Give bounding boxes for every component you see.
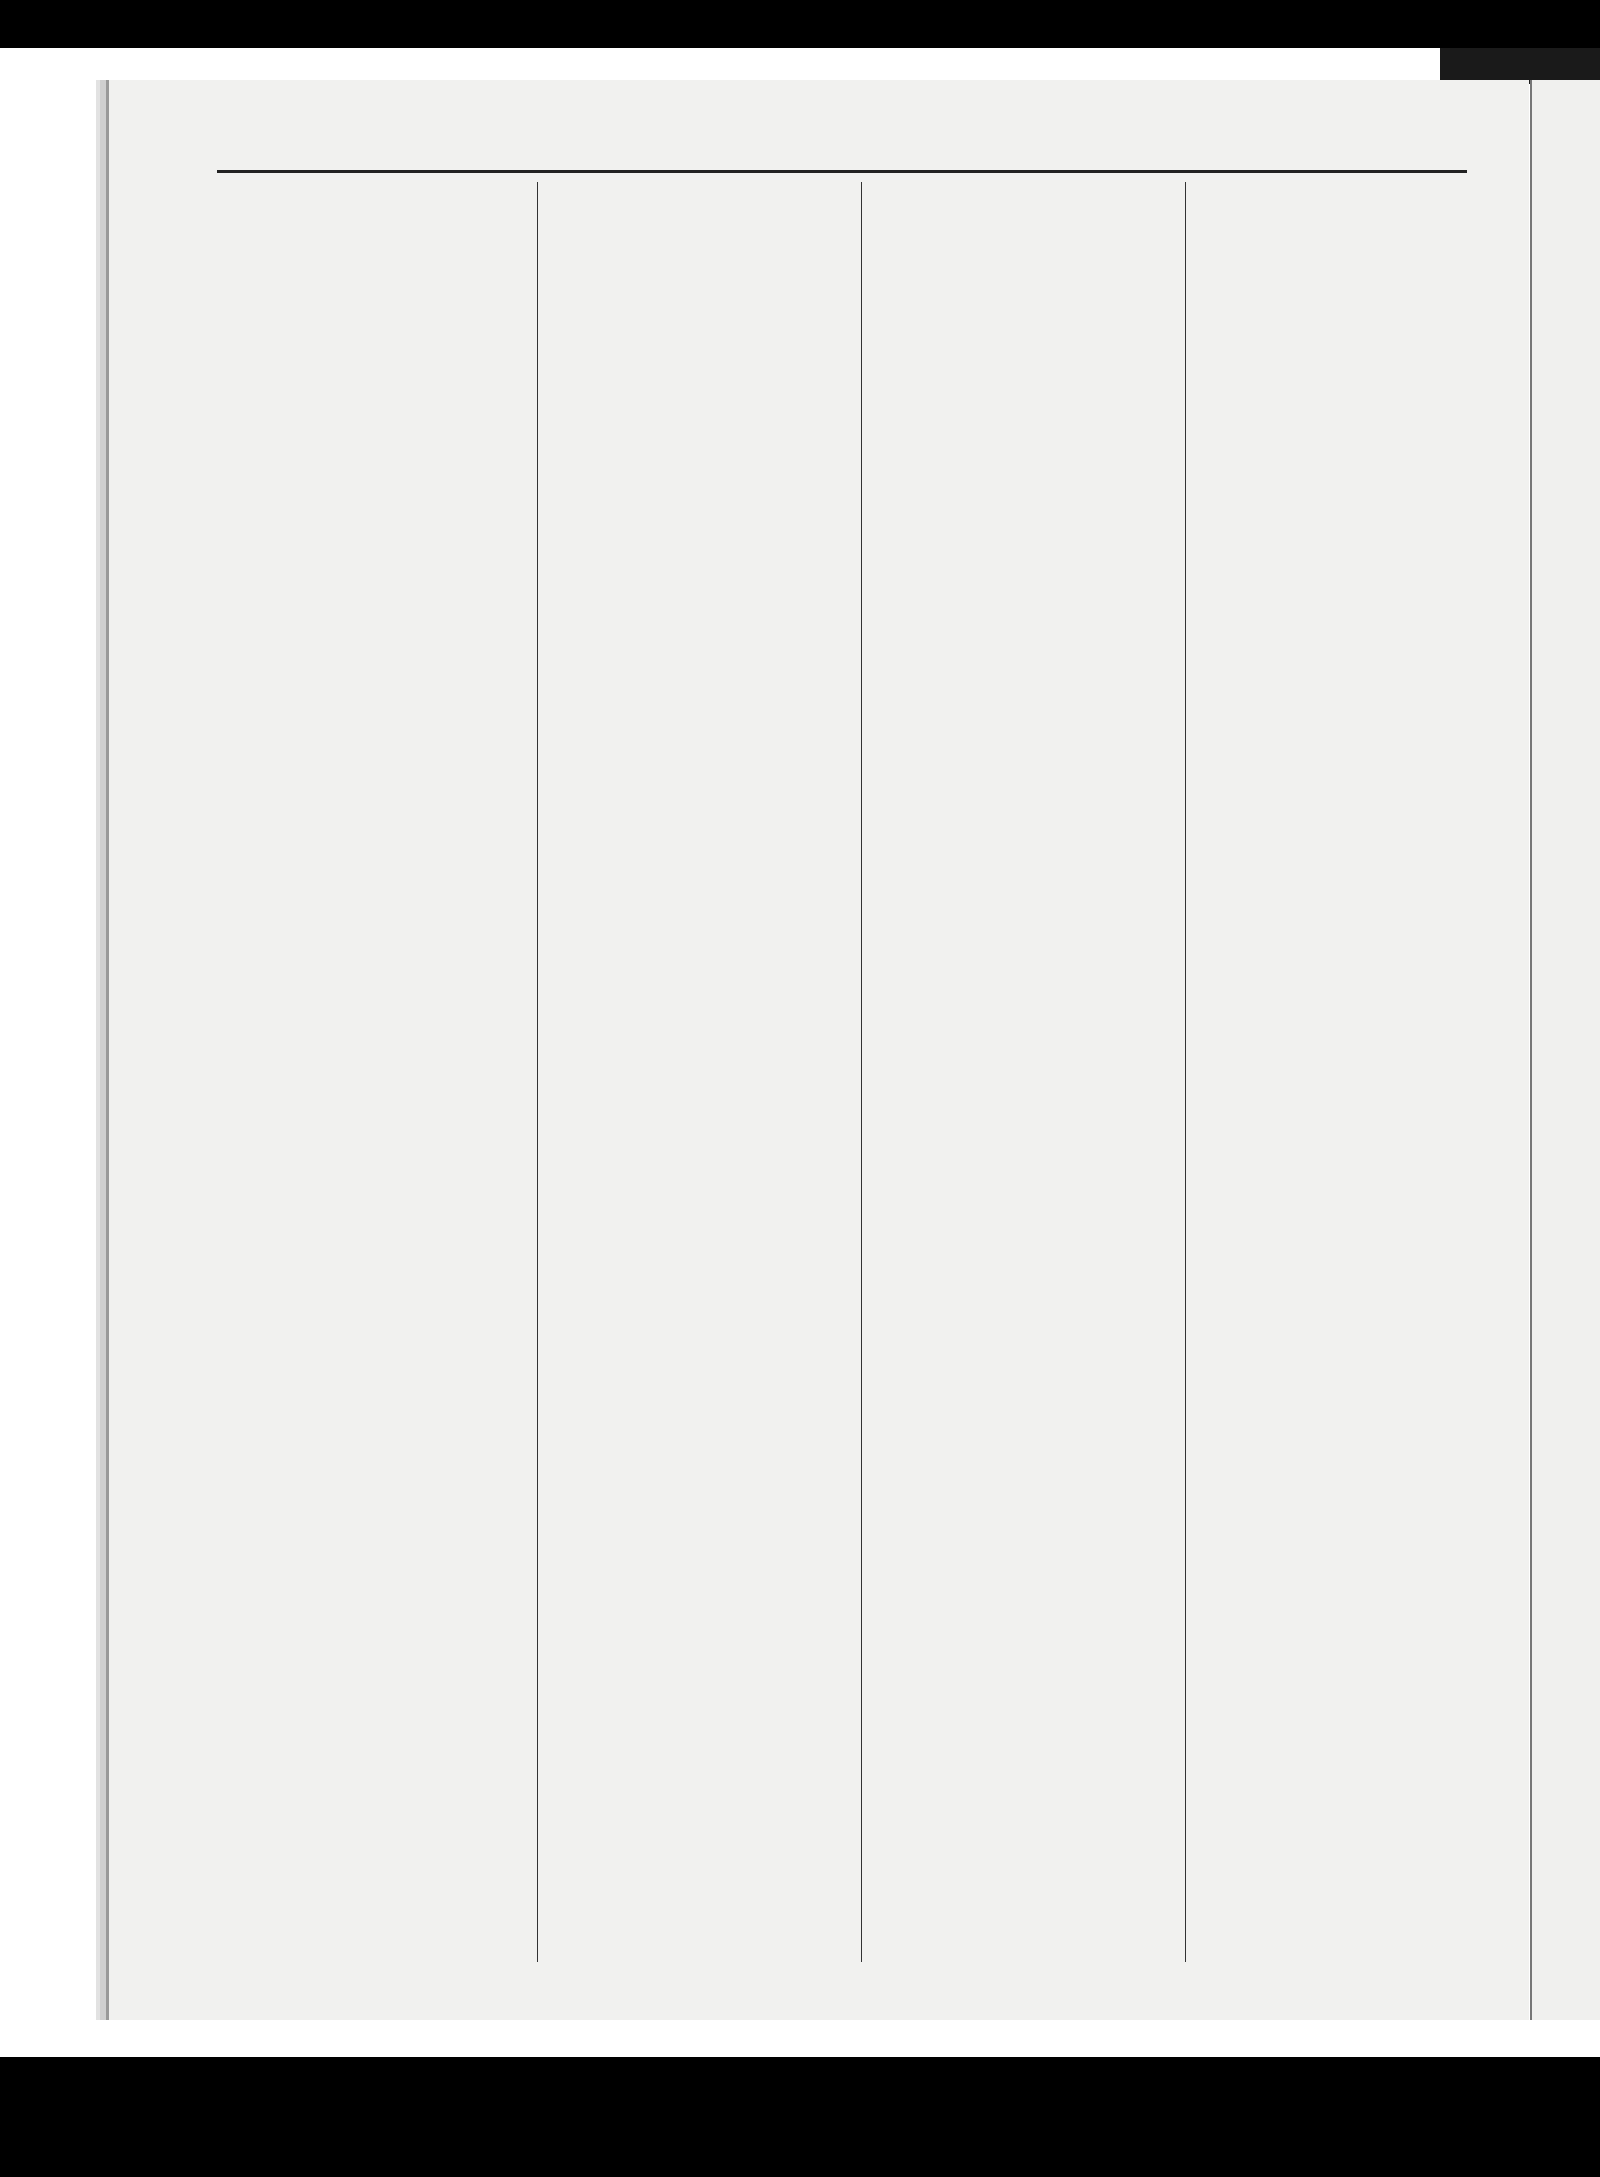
header-rule — [217, 170, 1467, 173]
page-header — [109, 126, 1529, 172]
side-labels — [0, 608, 100, 1708]
side-margin — [0, 48, 100, 2042]
column-divider — [537, 182, 538, 1962]
scan-border-top — [0, 0, 1600, 48]
column-divider — [861, 182, 862, 1962]
column-divider — [1185, 182, 1186, 1962]
scan-corner-tab — [1440, 48, 1600, 84]
facing-page-edge — [1530, 80, 1600, 2020]
scan-border-bottom — [0, 2057, 1600, 2177]
directory-page — [106, 80, 1529, 2020]
